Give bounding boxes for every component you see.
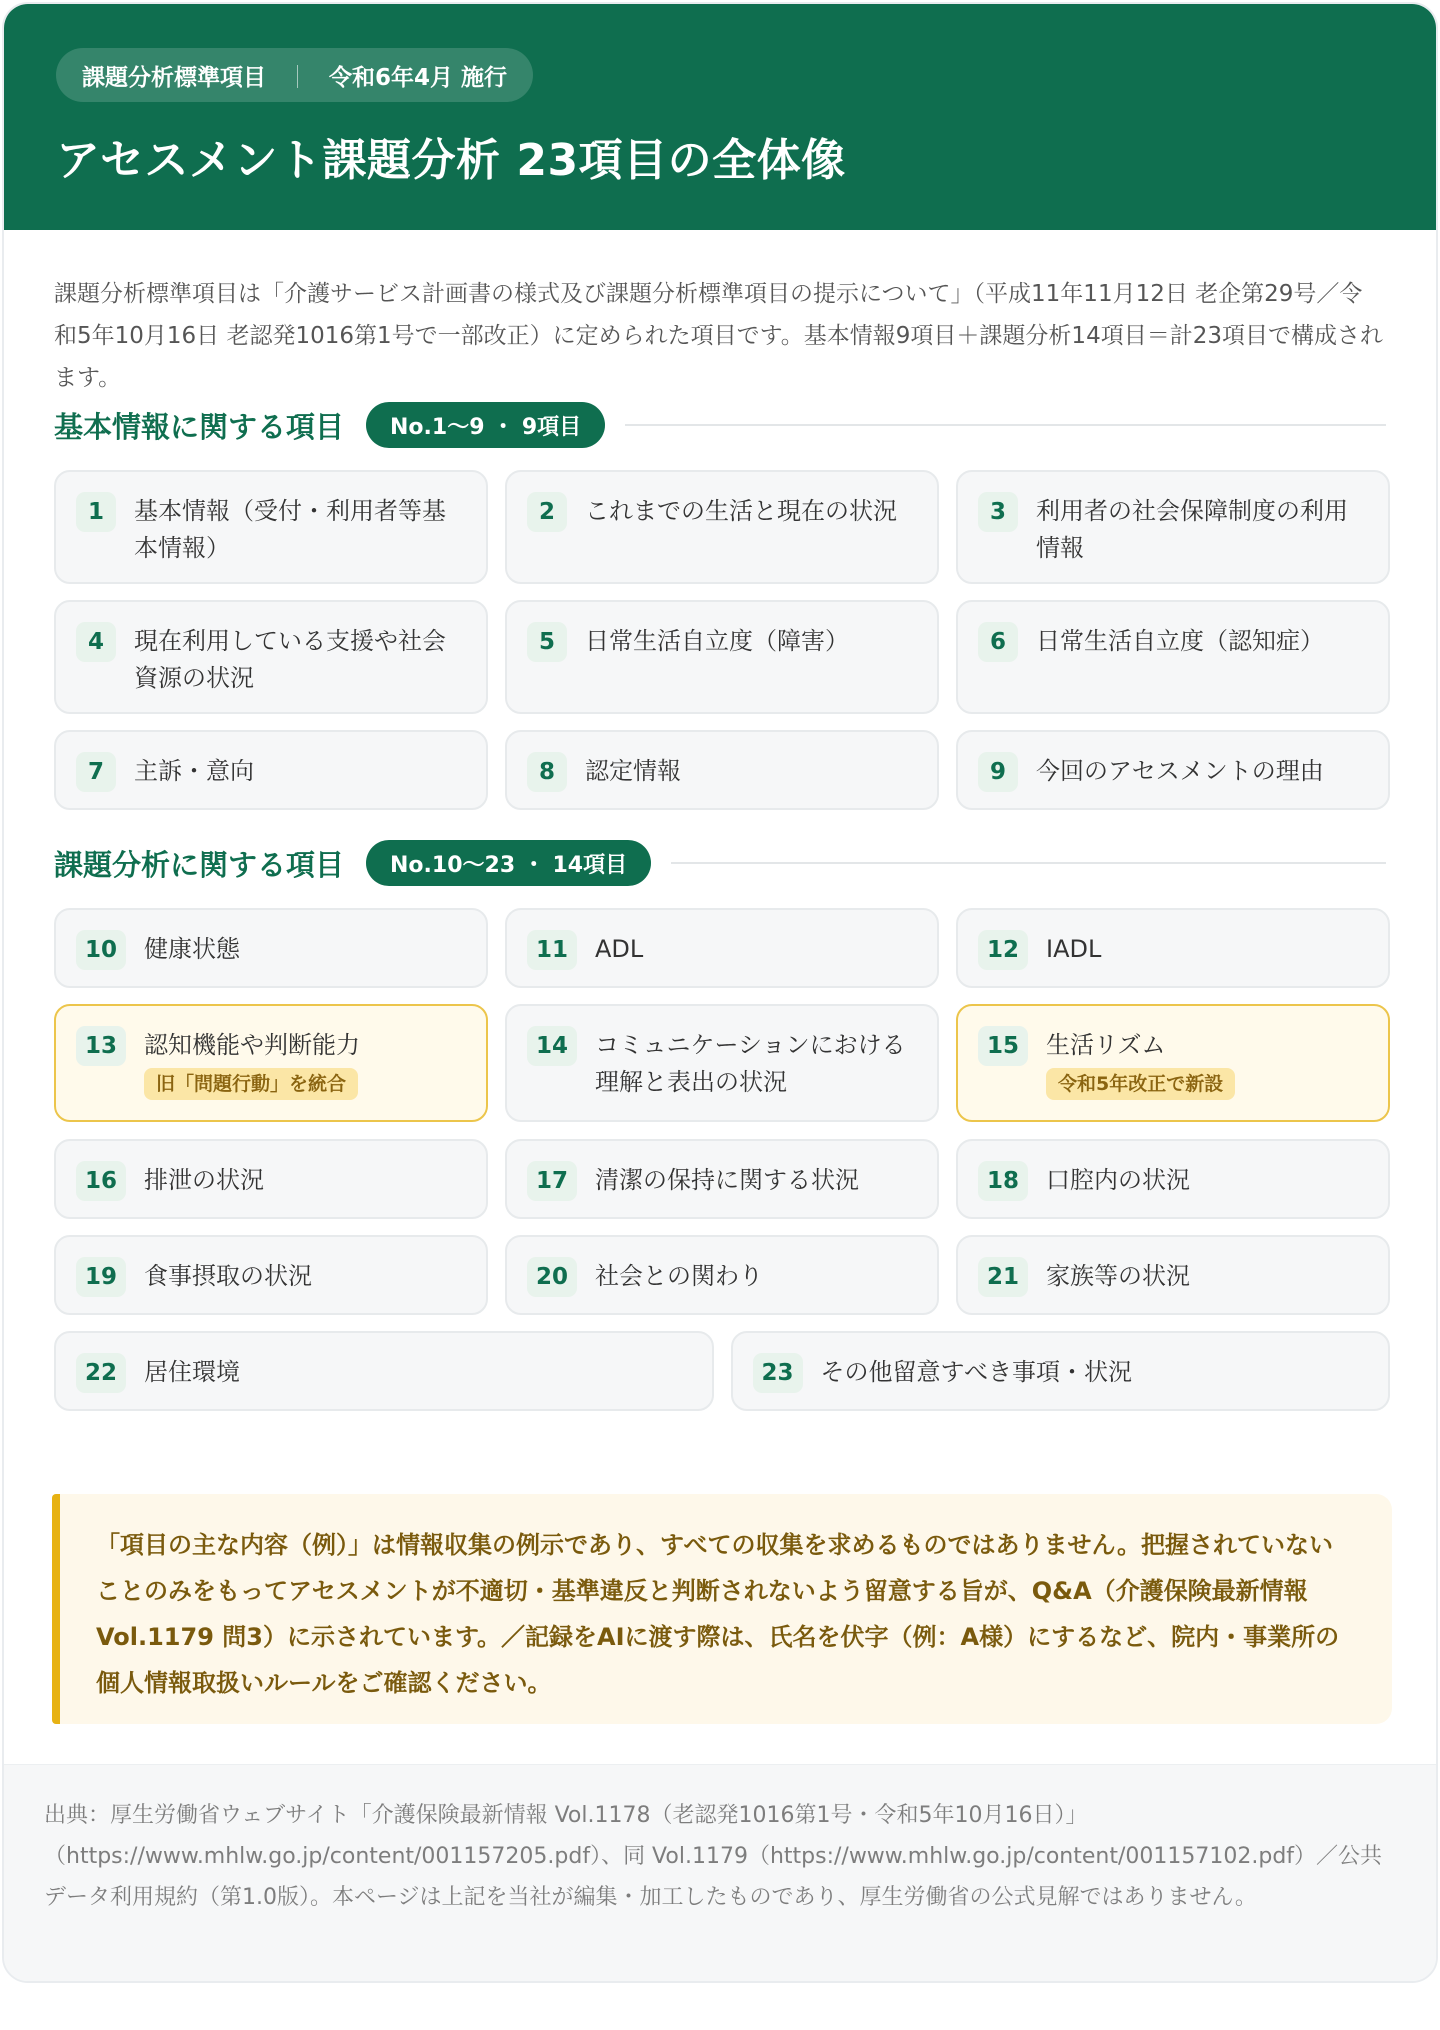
item-card-19 [54, 1235, 488, 1315]
item-body [595, 930, 643, 968]
item-card-22 [54, 1331, 714, 1411]
item-card-18 [956, 1139, 1390, 1219]
page-title: アセスメント課題分析 23項目の全体像 [56, 135, 846, 186]
item-label: 食事摂取の状況 [144, 1262, 313, 1290]
item-body [1046, 1026, 1235, 1100]
item-label: 居住環境 [144, 1358, 241, 1386]
item-body [1046, 1257, 1190, 1295]
item-body [585, 622, 849, 660]
item-number-badge: 1 [76, 492, 116, 532]
item-card-12 [956, 908, 1390, 988]
item-number-badge: 20 [527, 1257, 577, 1297]
item-body [144, 930, 240, 968]
item-number-badge: 12 [978, 930, 1028, 970]
section-divider [625, 424, 1386, 426]
item-number-badge: 9 [978, 752, 1018, 792]
item-note-badge: 令和5年改正で新設 [1046, 1068, 1235, 1100]
item-number-badge: 4 [76, 622, 116, 662]
item-label: 利用者の社会保障制度の利用情報 [1036, 497, 1348, 562]
section-count-pill: No.10〜23 ・ 14項目 [366, 840, 651, 886]
item-card-15 [956, 1004, 1390, 1122]
section-title: 基本情報に関する項目 [54, 409, 345, 444]
item-label: 今回のアセスメントの理由 [1036, 757, 1324, 785]
section-analysis-heading [4, 840, 1436, 886]
item-number-badge: 21 [978, 1257, 1028, 1297]
header-tag-right: 令和6年4月 施行 [329, 64, 508, 91]
item-label: 認定情報 [585, 757, 681, 785]
item-body [585, 492, 897, 530]
item-body [595, 1257, 763, 1295]
item-body [1036, 752, 1324, 790]
item-label: ADL [595, 935, 644, 963]
item-body [585, 752, 681, 790]
item-card-7 [54, 730, 488, 810]
item-number-badge: 2 [527, 492, 567, 532]
item-label: 家族等の状況 [1046, 1262, 1191, 1290]
item-body [144, 1353, 240, 1391]
item-label: 生活リズム [1046, 1031, 1166, 1059]
item-card-3 [956, 470, 1390, 584]
item-number-badge: 7 [76, 752, 116, 792]
item-label: 主訴・意向 [134, 757, 254, 785]
item-note-badge: 旧「問題行動」を統合 [144, 1068, 358, 1100]
item-body [821, 1353, 1133, 1391]
item-number-badge: 10 [76, 930, 126, 970]
item-card-20 [505, 1235, 939, 1315]
item-body [1046, 1161, 1190, 1199]
item-card-17 [505, 1139, 939, 1219]
item-label: 排泄の状況 [144, 1166, 265, 1194]
item-number-badge: 23 [753, 1353, 803, 1393]
item-label: その他留意すべき事項・状況 [820, 1358, 1133, 1386]
item-body [1046, 930, 1101, 968]
item-number-badge: 15 [978, 1026, 1028, 1066]
item-body [134, 492, 458, 567]
item-body [595, 1161, 859, 1199]
item-body [144, 1161, 264, 1199]
item-card-16 [54, 1139, 488, 1219]
header [4, 4, 1436, 230]
header-tag-separator: ｜ [286, 64, 309, 91]
item-number-badge: 13 [76, 1026, 126, 1066]
item-card-21 [956, 1235, 1390, 1315]
item-card-9 [956, 730, 1390, 810]
section-basic-info-heading [4, 402, 1436, 448]
item-number-badge: 11 [527, 930, 577, 970]
item-card-14 [505, 1004, 939, 1122]
item-body [1036, 622, 1324, 660]
item-card-13 [54, 1004, 488, 1122]
item-label: これまでの生活と現在の状況 [585, 497, 897, 525]
item-label: 社会との関わり [595, 1262, 764, 1290]
header-tag [56, 48, 533, 102]
item-card-5 [505, 600, 939, 714]
section-count-pill: No.1〜9 ・ 9項目 [366, 402, 605, 448]
header-tag-left: 課題分析標準項目 [82, 64, 266, 91]
section-divider [671, 862, 1386, 864]
item-number-badge: 3 [978, 492, 1018, 532]
overview-card [2, 2, 1438, 1983]
analysis-grid [54, 908, 1386, 1408]
item-label: 現在利用している支援や社会資源の状況 [134, 627, 446, 692]
item-number-badge: 22 [76, 1353, 126, 1393]
item-card-1 [54, 470, 488, 584]
item-number-badge: 6 [978, 622, 1018, 662]
item-card-11 [505, 908, 939, 988]
item-label: 日常生活自立度（障害） [585, 627, 849, 655]
item-number-badge: 19 [76, 1257, 126, 1297]
item-label: 健康状態 [144, 935, 241, 963]
item-number-badge: 14 [527, 1026, 577, 1066]
item-number-badge: 16 [76, 1161, 126, 1201]
item-number-badge: 18 [978, 1161, 1028, 1201]
item-body [144, 1257, 312, 1295]
item-label: IADL [1046, 935, 1102, 963]
item-body [134, 752, 254, 790]
intro-text: 課題分析標準項目は「介護サービス計画書の様式及び課題分析標準項目の提示について」（平成11年11月12日 老企第29号／令和5年10月16日 老認発1016第1号で一部改正）に定められた項目です。基本情報9項目＋課題分析14項目＝計23項目で構成されます。 [54, 281, 1383, 391]
item-label: 日常生活自立度（認知症） [1036, 627, 1324, 655]
item-number-badge: 17 [527, 1161, 577, 1201]
source-footer: 出典：厚生労働省ウェブサイト「介護保険最新情報 Vol.1178（老認発1016第1号・令和5年10月16日）」（https://www.mhlw.go.jp/content/001157205.pdf）、同 Vol.1179（https://www.mhlw.go.jp/content/001157102.pdf）／公共データ利用規約（第1.0版）。本ページは上記を当社が編集・加工したものであり、厚生労働省の公式見解ではありません。 [4, 1764, 1438, 1983]
item-body [1036, 492, 1360, 567]
item-card-10 [54, 908, 488, 988]
item-card-2 [505, 470, 939, 584]
item-card-8 [505, 730, 939, 810]
item-label: 認知機能や判断能力 [144, 1031, 361, 1059]
item-card-6 [956, 600, 1390, 714]
item-number-badge: 5 [527, 622, 567, 662]
item-label: 基本情報（受付・利用者等基本情報） [134, 497, 446, 562]
basic-info-grid [54, 470, 1386, 806]
caution-note: 「項目の主な内容（例）」は情報収集の例示であり、すべての収集を求めるものではありません。把握されていないことのみをもってアセスメントが不適切・基準違反と判断されないよう留意する旨が、Q&A（介護保険最新情報 Vol.1179 問3）に示されています。／記録をAIに渡す際は、氏名を伏字（例：A様）にするなど、院内・事業所の個人情報取扱いルールをご確認ください。 [52, 1494, 1392, 1724]
item-body [134, 622, 458, 697]
item-label: 清潔の保持に関する状況 [595, 1166, 860, 1194]
item-body [595, 1026, 917, 1101]
item-label: コミュニケーションにおける理解と表出の状況 [595, 1031, 906, 1096]
item-label: 口腔内の状況 [1046, 1166, 1191, 1194]
item-card-23 [731, 1331, 1391, 1411]
item-number-badge: 8 [527, 752, 567, 792]
item-body [144, 1026, 360, 1100]
item-card-4 [54, 600, 488, 714]
section-title: 課題分析に関する項目 [54, 847, 345, 882]
